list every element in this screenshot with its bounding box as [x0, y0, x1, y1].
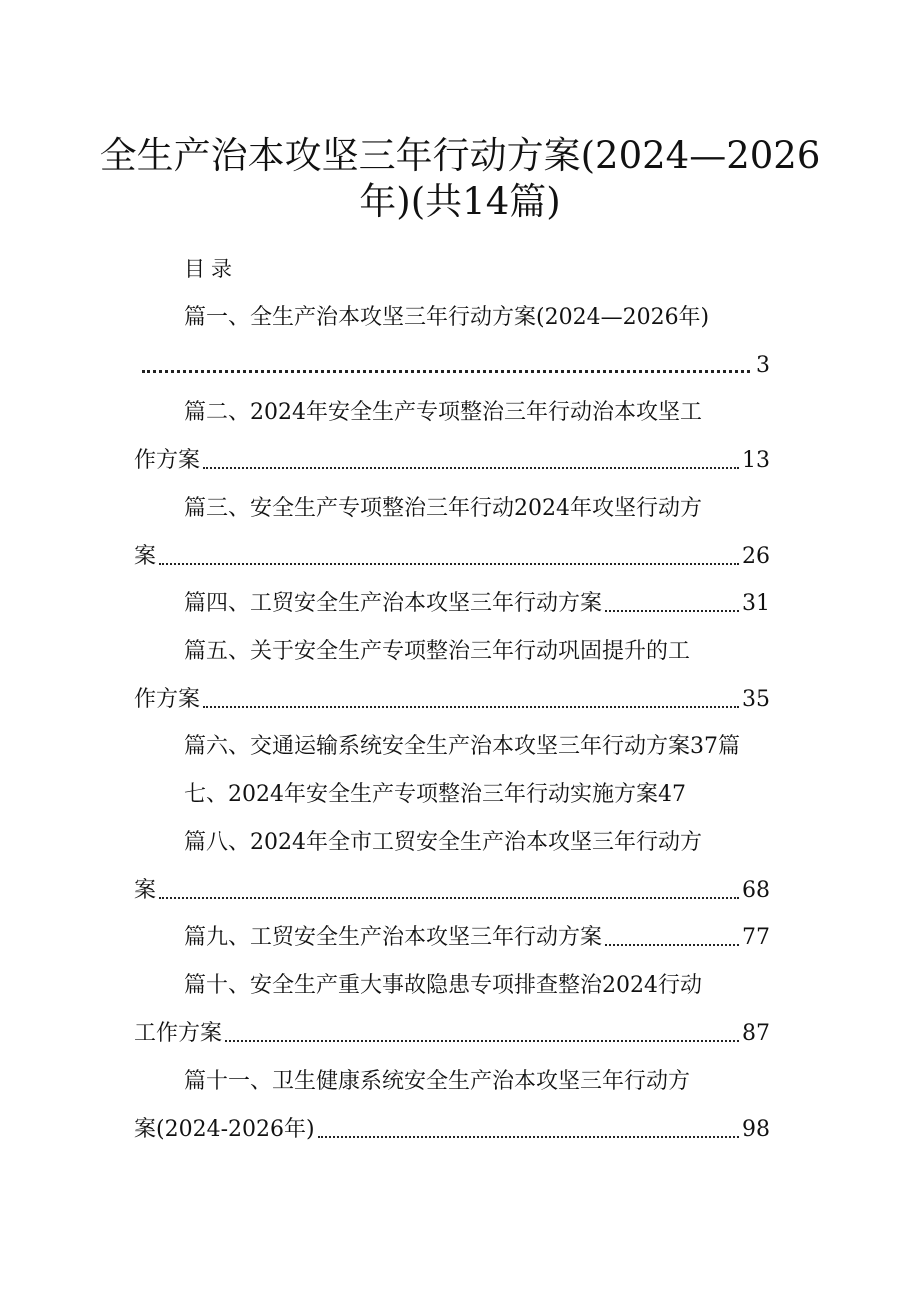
- toc-entry-9-leader: [184, 924, 770, 952]
- toc-entry-1-page: 3: [756, 353, 770, 378]
- toc-entry-9-page: 77: [742, 925, 770, 950]
- dot-leader: [159, 563, 739, 565]
- dot-leader: [159, 897, 739, 899]
- document-title-line-2: 年)(共14篇): [359, 180, 561, 223]
- toc-entry-10-page: 87: [742, 1021, 770, 1046]
- toc-entry-3-leader: [134, 543, 770, 571]
- toc-entry-7-title: 七、2024年安全生产专项整治三年行动实施方案47: [184, 782, 686, 807]
- toc-entry-5-leader: [134, 686, 770, 714]
- toc-entry-5-title-cont: 作方案: [134, 687, 201, 712]
- toc-entry-8-leader: [134, 877, 770, 905]
- toc-entry-3-page: 26: [742, 544, 770, 569]
- document-title-line-1: 全生产治本攻坚三年行动方案(2024—2026: [99, 134, 821, 177]
- toc-entry-10-leader: [134, 1020, 770, 1048]
- toc-entry-10-title: 篇十、安全生产重大事故隐患专项排查整治2024行动: [184, 973, 702, 998]
- toc-entry-11-page: 98: [742, 1117, 770, 1142]
- toc-entry-3-title-cont: 案: [134, 544, 157, 569]
- toc-entry-11-title: 篇十一、卫生健康系统安全生产治本攻坚三年行动方: [184, 1069, 691, 1094]
- toc-entry-5-page: 35: [742, 687, 770, 712]
- dot-leader: [605, 944, 739, 946]
- toc-entry-11-title-cont: 案(2024-2026年): [134, 1117, 315, 1142]
- dot-leader: [142, 370, 750, 373]
- toc-heading: 目录: [184, 257, 238, 281]
- toc-entry-2-title-cont: 作方案: [134, 448, 201, 473]
- toc-entry-4-leader: [184, 590, 770, 618]
- toc-entry-1-title: 篇一、全生产治本攻坚三年行动方案(2024—2026年): [184, 305, 710, 330]
- toc-entry-4-title: 篇四、工贸安全生产治本攻坚三年行动方案: [184, 591, 603, 616]
- toc-entry-5-title: 篇五、关于安全生产专项整治三年行动巩固提升的工: [184, 639, 691, 664]
- toc-entry-1-leader: [142, 352, 770, 380]
- dot-leader: [225, 1040, 739, 1042]
- toc-entry-3-title: 篇三、安全生产专项整治三年行动2024年攻坚行动方: [184, 496, 702, 521]
- toc-entry-8-page: 68: [742, 878, 770, 903]
- toc-entry-8-title: 篇八、2024年全市工贸安全生产治本攻坚三年行动方: [184, 830, 702, 855]
- toc-entry-2-page: 13: [742, 448, 770, 473]
- dot-leader: [203, 706, 739, 708]
- toc-entry-8-title-cont: 案: [134, 878, 157, 903]
- toc-entry-2-leader: [134, 447, 770, 475]
- toc-entry-6-title: 篇六、交通运输系统安全生产治本攻坚三年行动方案37篇: [184, 734, 740, 759]
- dot-leader: [318, 1136, 739, 1138]
- toc-entry-2-title: 篇二、2024年安全生产专项整治三年行动治本攻坚工: [184, 400, 702, 425]
- toc-entry-10-title-cont: 工作方案: [134, 1021, 223, 1046]
- dot-leader: [605, 610, 739, 612]
- toc-entry-9-title: 篇九、工贸安全生产治本攻坚三年行动方案: [184, 925, 603, 950]
- toc-entry-4-page: 31: [742, 591, 770, 616]
- dot-leader: [203, 467, 739, 469]
- toc-entry-11-leader: [134, 1116, 770, 1144]
